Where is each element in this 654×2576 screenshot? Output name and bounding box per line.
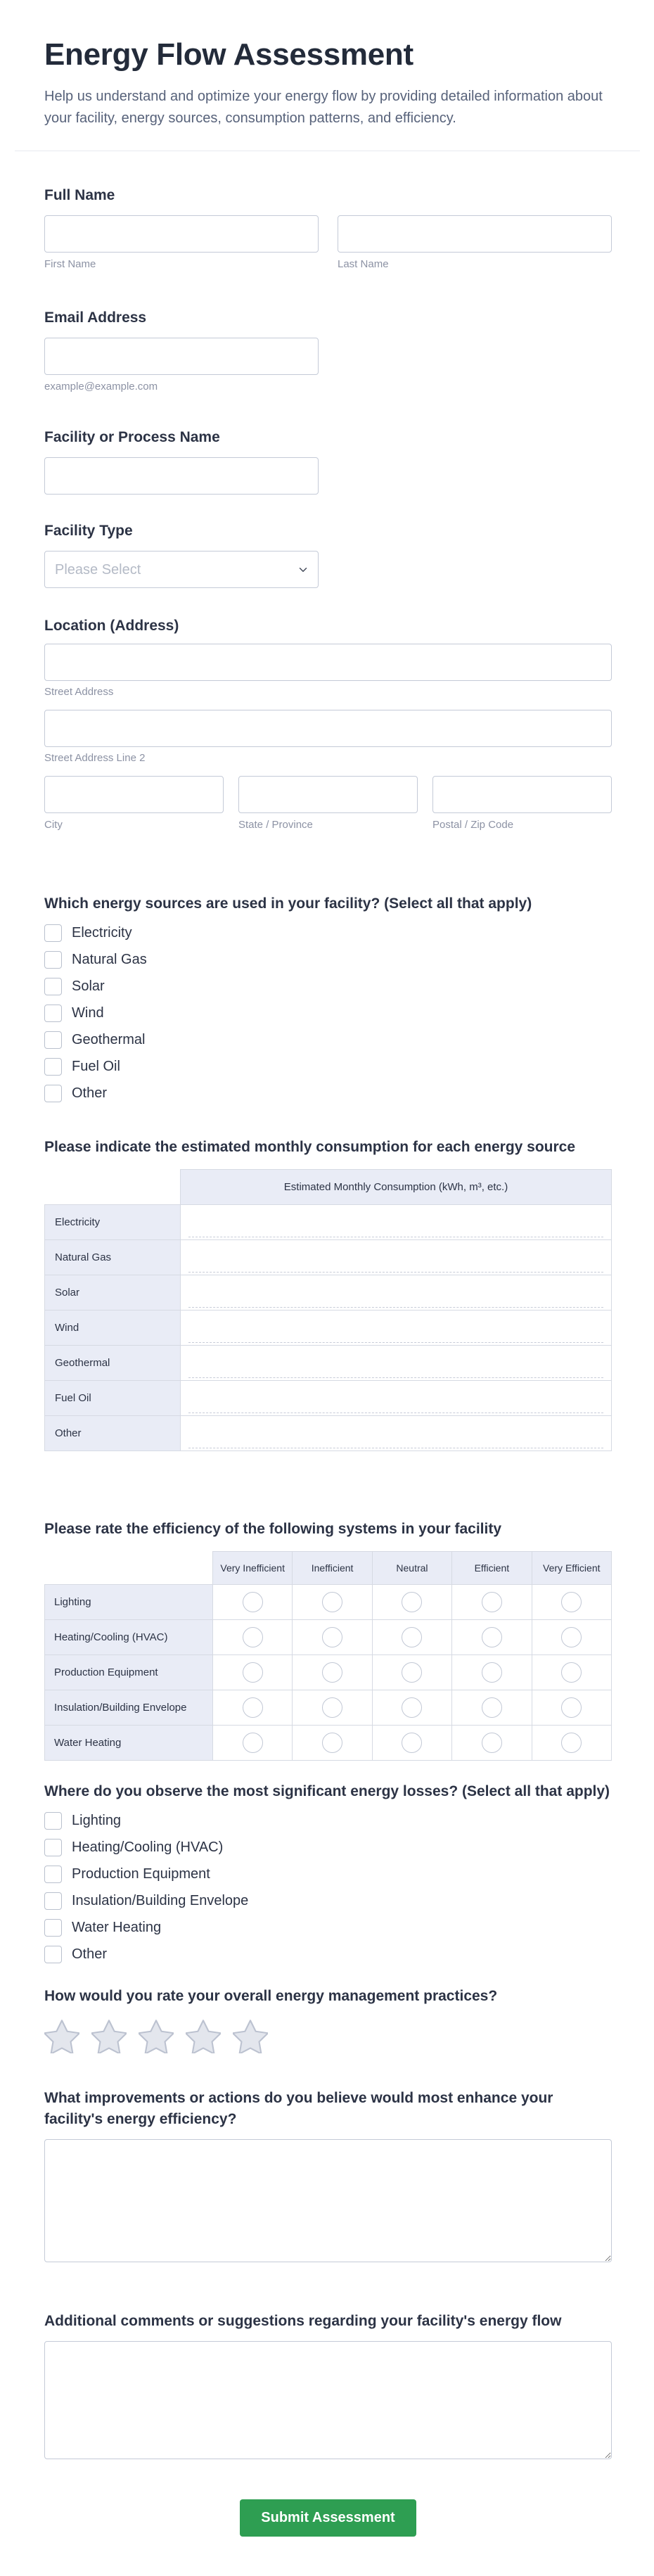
matrix-cell (532, 1585, 611, 1620)
matrix-cell (372, 1655, 451, 1690)
checkbox-icon[interactable] (44, 924, 62, 942)
star-icon[interactable] (186, 2020, 221, 2053)
question-facility-name (44, 427, 612, 495)
checkbox-icon[interactable] (44, 978, 62, 995)
star-rating (44, 2020, 612, 2053)
matrix-column-header: Neutral (372, 1552, 451, 1585)
table-corner (45, 1552, 213, 1585)
question-label: Facility or Process Name (44, 429, 220, 445)
matrix-cell (293, 1620, 372, 1655)
question-label: Full Name (44, 187, 115, 203)
matrix-row-production-equipment (45, 1655, 612, 1690)
star-icon[interactable] (91, 2020, 127, 2053)
table-row (45, 1240, 612, 1275)
radio-button[interactable] (322, 1733, 342, 1753)
row-header: Electricity (45, 1205, 181, 1240)
first-name-input[interactable] (44, 215, 319, 253)
radio-button[interactable] (243, 1697, 263, 1718)
radio-button[interactable] (402, 1627, 422, 1647)
table-cell (181, 1381, 612, 1416)
consumption-table (44, 1169, 612, 1451)
radio-button[interactable] (482, 1592, 502, 1612)
table-column-header: Estimated Monthly Consumption (kWh, m³, etc.) (181, 1170, 612, 1205)
star-icon[interactable] (139, 2020, 174, 2053)
matrix-cell (213, 1655, 293, 1690)
checkbox-icon[interactable] (44, 1919, 62, 1937)
row-header: Lighting (45, 1585, 213, 1620)
matrix-column-header: Efficient (452, 1552, 532, 1585)
radio-button[interactable] (402, 1697, 422, 1718)
table-cell (181, 1346, 612, 1381)
matrix-row-insulation (45, 1690, 612, 1726)
consumption-input-fuel-oil[interactable] (188, 1388, 603, 1413)
radio-button[interactable] (322, 1697, 342, 1718)
radio-button[interactable] (243, 1733, 263, 1753)
question-location (44, 616, 612, 831)
page-title: Energy Flow Assessment (44, 37, 413, 72)
radio-button[interactable] (243, 1592, 263, 1612)
question-energy-losses (44, 1781, 612, 1963)
table-row (45, 1381, 612, 1416)
question-label: Facility Type (44, 523, 133, 539)
checkbox-option-lighting[interactable] (44, 1812, 612, 1830)
consumption-input-wind[interactable] (188, 1318, 603, 1343)
field-sublabel: Street Address (44, 686, 114, 698)
question-label: What improvements or actions do you believe would most enhance your facility's energy efficiency? (44, 2090, 553, 2127)
submit-row (44, 2499, 612, 2537)
star-icon[interactable] (233, 2020, 268, 2053)
field-sublabel: City (44, 819, 63, 831)
checkbox-option-other[interactable] (44, 1085, 612, 1102)
checkbox-icon[interactable] (44, 1839, 62, 1856)
checkbox-label: Water Heating (72, 1920, 162, 1935)
checkbox-label: Insulation/Building Envelope (72, 1893, 249, 1908)
matrix-column-header: Very Inefficient (213, 1552, 293, 1585)
checkbox-label: Wind (72, 1005, 104, 1021)
matrix-cell (452, 1726, 532, 1761)
matrix-cell (213, 1620, 293, 1655)
radio-button[interactable] (561, 1627, 582, 1647)
checkbox-option-geothermal[interactable] (44, 1031, 612, 1049)
radio-button[interactable] (322, 1662, 342, 1683)
radio-button[interactable] (561, 1592, 582, 1612)
row-header: Natural Gas (45, 1240, 181, 1275)
checkbox-option-production-equipment[interactable] (44, 1866, 612, 1883)
consumption-input-solar[interactable] (188, 1282, 603, 1308)
checkbox-icon[interactable] (44, 1031, 62, 1049)
checkbox-icon[interactable] (44, 1085, 62, 1102)
table-cell (181, 1275, 612, 1311)
matrix-cell (452, 1655, 532, 1690)
field-sublabel: State / Province (238, 819, 313, 831)
table-cell (181, 1311, 612, 1346)
matrix-row-lighting (45, 1585, 612, 1620)
consumption-input-natural-gas[interactable] (188, 1247, 603, 1273)
radio-button[interactable] (561, 1662, 582, 1683)
checkbox-label: Heating/Cooling (HVAC) (72, 1839, 224, 1855)
question-label: Location (Address) (44, 618, 179, 634)
matrix-header-row (45, 1552, 612, 1585)
question-label: Where do you observe the most significant energy losses? (Select all that apply) (44, 1783, 610, 1799)
row-header: Heating/Cooling (HVAC) (45, 1620, 213, 1655)
row-header: Wind (45, 1311, 181, 1346)
matrix-cell (293, 1726, 372, 1761)
checkbox-icon[interactable] (44, 1892, 62, 1910)
question-energy-sources (44, 893, 612, 1102)
checkbox-label: Solar (72, 978, 105, 994)
table-row (45, 1346, 612, 1381)
matrix-column-header: Inefficient (293, 1552, 372, 1585)
checkbox-option-wind[interactable] (44, 1005, 612, 1022)
matrix-cell (452, 1620, 532, 1655)
table-row (45, 1205, 612, 1240)
radio-button[interactable] (482, 1627, 502, 1647)
matrix-cell (213, 1726, 293, 1761)
checkbox-label: Natural Gas (72, 952, 147, 967)
checkbox-label: Other (72, 1946, 108, 1962)
radio-button[interactable] (482, 1733, 502, 1753)
field-sublabel: First Name (44, 258, 96, 270)
row-header: Insulation/Building Envelope (45, 1690, 213, 1726)
matrix-column-header: Very Efficient (532, 1552, 611, 1585)
row-header: Geothermal (45, 1346, 181, 1381)
field-sublabel: example@example.com (44, 381, 158, 393)
checkbox-option-natural-gas[interactable] (44, 951, 612, 969)
checkbox-option-insulation[interactable] (44, 1892, 612, 1910)
checkbox-label: Production Equipment (72, 1866, 210, 1882)
state-input[interactable] (238, 776, 418, 813)
efficiency-matrix-table (44, 1551, 612, 1761)
checkbox-icon[interactable] (44, 1005, 62, 1022)
table-header-row (45, 1170, 612, 1205)
question-label: Please rate the efficiency of the following systems in your facility (44, 1521, 502, 1537)
question-label: How would you rate your overall energy management practices? (44, 1988, 498, 2004)
checkbox-option-hvac[interactable] (44, 1839, 612, 1856)
question-management-rating (44, 1986, 612, 2053)
checkbox-label: Geothermal (72, 1032, 146, 1047)
checkbox-option-fuel-oil[interactable] (44, 1058, 612, 1076)
submit-button[interactable]: Submit Assessment (240, 2499, 416, 2537)
matrix-row-hvac (45, 1620, 612, 1655)
question-comments (44, 2311, 612, 2459)
matrix-cell (532, 1726, 611, 1761)
table-row (45, 1416, 612, 1451)
matrix-cell (532, 1655, 611, 1690)
question-label: Additional comments or suggestions regarding your facility's energy flow (44, 2313, 562, 2329)
checkbox-option-solar[interactable] (44, 978, 612, 995)
table-cell (181, 1205, 612, 1240)
question-full-name (44, 185, 612, 271)
question-consumption-table (44, 1137, 612, 1451)
table-corner (45, 1170, 181, 1205)
checkbox-option-water-heating[interactable] (44, 1919, 612, 1937)
row-header: Other (45, 1416, 181, 1451)
email-input[interactable] (44, 338, 319, 375)
radio-button[interactable] (482, 1697, 502, 1718)
radio-button[interactable] (402, 1592, 422, 1612)
radio-button[interactable] (243, 1627, 263, 1647)
matrix-cell (372, 1585, 451, 1620)
street-address2-input[interactable] (44, 710, 612, 747)
checkbox-icon[interactable] (44, 951, 62, 969)
question-email (44, 307, 612, 393)
last-name-input[interactable] (338, 215, 612, 253)
row-header: Water Heating (45, 1726, 213, 1761)
checkbox-option-other-loss[interactable] (44, 1946, 612, 1963)
checkbox-option-electricity[interactable] (44, 924, 612, 942)
checkbox-icon[interactable] (44, 1946, 62, 1963)
checkbox-label: Electricity (72, 925, 132, 941)
matrix-cell (293, 1690, 372, 1726)
radio-button[interactable] (561, 1733, 582, 1753)
question-facility-type (44, 521, 612, 588)
matrix-cell (213, 1690, 293, 1726)
street-address-input[interactable] (44, 644, 612, 681)
consumption-input-electricity[interactable] (188, 1212, 603, 1237)
table-row (45, 1275, 612, 1311)
matrix-cell (452, 1585, 532, 1620)
question-label: Email Address (44, 310, 147, 326)
question-efficiency-matrix (44, 1519, 612, 1761)
table-cell (181, 1416, 612, 1451)
matrix-cell (293, 1585, 372, 1620)
facility-name-input[interactable] (44, 457, 319, 495)
radio-button[interactable] (322, 1592, 342, 1612)
field-sublabel: Last Name (338, 258, 389, 270)
checkbox-icon[interactable] (44, 1866, 62, 1883)
radio-button[interactable] (561, 1697, 582, 1718)
checkbox-label: Lighting (72, 1813, 122, 1828)
table-cell (181, 1240, 612, 1275)
checkbox-icon[interactable] (44, 1058, 62, 1076)
radio-button[interactable] (482, 1662, 502, 1683)
consumption-input-geothermal[interactable] (188, 1353, 603, 1378)
checkbox-icon[interactable] (44, 1812, 62, 1830)
field-sublabel: Street Address Line 2 (44, 752, 146, 764)
table-row (45, 1311, 612, 1346)
row-header: Production Equipment (45, 1655, 213, 1690)
zip-input[interactable] (432, 776, 612, 813)
consumption-input-other[interactable] (188, 1423, 603, 1448)
improvements-textarea[interactable] (44, 2139, 612, 2262)
row-header: Solar (45, 1275, 181, 1311)
matrix-cell (532, 1620, 611, 1655)
question-label: Please indicate the estimated monthly consumption for each energy source (44, 1139, 576, 1155)
city-input[interactable] (44, 776, 224, 813)
question-improvements (44, 2088, 612, 2262)
matrix-cell (293, 1655, 372, 1690)
matrix-cell (372, 1690, 451, 1726)
facility-type-select[interactable] (44, 551, 319, 588)
checkbox-label: Fuel Oil (72, 1059, 120, 1074)
question-label: Which energy sources are used in your facility? (Select all that apply) (44, 895, 532, 912)
page-subtitle: Help us understand and optimize your energy flow by providing detailed information about your facility, energy sources, consumption patterns, and efficiency. (44, 89, 603, 126)
matrix-cell (213, 1585, 293, 1620)
radio-button[interactable] (243, 1662, 263, 1683)
checkbox-label: Other (72, 1085, 108, 1101)
field-sublabel: Postal / Zip Code (432, 819, 514, 831)
matrix-cell (372, 1620, 451, 1655)
radio-button[interactable] (322, 1627, 342, 1647)
matrix-cell (532, 1690, 611, 1726)
star-icon[interactable] (44, 2020, 79, 2053)
row-header: Fuel Oil (45, 1381, 181, 1416)
comments-textarea[interactable] (44, 2341, 612, 2459)
radio-button[interactable] (402, 1662, 422, 1683)
matrix-row-water-heating (45, 1726, 612, 1761)
matrix-cell (372, 1726, 451, 1761)
radio-button[interactable] (402, 1733, 422, 1753)
matrix-cell (452, 1690, 532, 1726)
